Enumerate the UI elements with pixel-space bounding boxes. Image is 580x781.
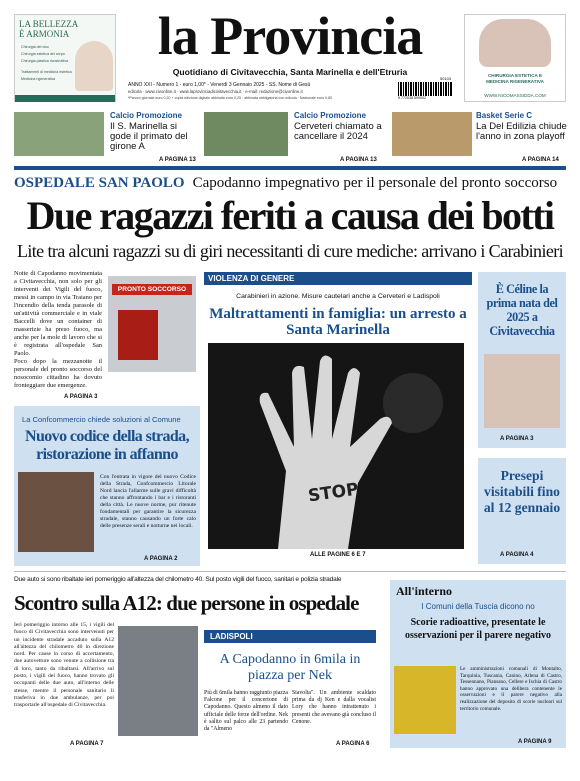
celine-photo <box>484 354 560 428</box>
masthead-info-line-1: ANNO XXI - Numero 1 - euro 1,00* - Venerdì 3 Gennaio 2025 - SS. Nome di Gesù <box>128 82 311 88</box>
teaser-1-photo <box>14 112 104 156</box>
lead-kicker: OSPEDALE SAN PAOLO <box>14 175 185 191</box>
interno-body <box>460 666 562 712</box>
interno-photo <box>394 666 456 734</box>
interno-body-text: Le amministrazioni comunali di Montalto, Tarquinia, Tuscania, Canino, Arlena di Castro, Tessennano, Piansano, Cellere e Ischia di Castro hanno approvato una delibera contenente le osservazioni e il parere negativo alla realizzazione del deposito di scorie nucleari sul territorio comunale. <box>460 666 562 712</box>
teaser-1-page: A PAGINA 13 <box>159 157 196 163</box>
violenza-kicker: Carabinieri in azione. Misure cautelari anche a Cerveteri e Ladispoli <box>236 293 440 300</box>
teaser-1-title[interactable]: Il S. Marinella si gode il primato del girone A <box>110 121 188 152</box>
ladispoli-title[interactable]: A Capodanno in 6mila in piazza per Nek <box>219 652 361 683</box>
masthead-title[interactable]: la Provincia <box>157 6 423 66</box>
lead-body-p2: Poco dopo la mezzanotte il personale del pronto soccorso del nosocomio cittadino ha dovuto fronteggiare due emergenze. <box>14 358 102 389</box>
teaser-2-tag: Calcio Promozione <box>294 111 367 120</box>
ad-left-item-1: Chirurgia estetica del corpo <box>21 52 65 56</box>
ad-left-item-2: Chirurgia plastica ricostruttiva <box>21 59 69 63</box>
ad-right-url[interactable]: WWW.NICOMASSIDDA.COM <box>484 93 546 98</box>
ad-left-line2: È ARMONIA <box>19 29 70 39</box>
violenza-label: VIOLENZA DI GENERE <box>204 272 472 285</box>
codice-kicker: La Confcommercio chiede soluzioni al Comune <box>22 415 181 424</box>
a12-rule <box>14 571 566 572</box>
pronto-soccorso-sign: PRONTO SOCCORSO <box>112 284 192 295</box>
teaser-2-photo <box>204 112 288 156</box>
masthead-subtitle: Quotidiano di Civitavecchia, Santa Marinella e dell'Etruria <box>172 67 408 77</box>
lead-kicker-row <box>14 174 566 192</box>
celine-page: A PAGINA 3 <box>500 436 534 442</box>
teaser-strip <box>14 108 566 162</box>
violenza-page: ALLE PAGINE 6 E 7 <box>310 552 366 558</box>
hand-image <box>208 343 464 549</box>
violenza-photo <box>208 343 464 549</box>
ladispoli-page: A PAGINA 6 <box>336 741 370 747</box>
teaser-3-title[interactable]: La Del Edilizia chiude l'anno in zona playoff <box>476 121 567 142</box>
teaser-2-title[interactable]: Cerveteri chiamato a cancellare il 2024 <box>294 121 382 142</box>
masthead-info-line-3: *Prezzo giornale euro 0,20 + copia edizione digitale abbinata euro 0,25 · abbinata obbligatoria con edicola · Nazionale euro 0,80 <box>128 96 333 100</box>
teaser-3-tag: Basket Serie C <box>476 111 533 120</box>
a12-title[interactable]: Scontro sulla A12: due persone in ospedale <box>14 591 359 615</box>
ad-left-footer-bar <box>15 95 115 102</box>
ad-right[interactable] <box>464 14 566 102</box>
teaser-2-page: A PAGINA 13 <box>340 157 377 163</box>
hospital-door <box>118 310 158 360</box>
presepi-page: A PAGINA 4 <box>500 552 534 558</box>
lead-kicker-rest: Capodanno impegnativo per il personale del pronto soccorso <box>192 175 558 191</box>
teaser-3-page: A PAGINA 14 <box>522 157 559 163</box>
a12-page: A PAGINA 7 <box>70 741 104 747</box>
ad-left-item-0: Chirurgia del viso <box>21 45 49 49</box>
ad-left-item-3: Trattamenti di medicina estetica <box>21 70 72 74</box>
hand-stop-text: STOP <box>306 479 360 507</box>
ad-left-item-4: Medicina rigenerativa <box>21 77 56 81</box>
lead-body <box>14 270 102 390</box>
ladispoli-body-2: Stavolta". Un ambiente scaldato prima da dj Ken e dalla vocalist Lory che hanno intrattenuto i presenti che avevano già concluso il Cenone. <box>292 690 376 725</box>
celine-title[interactable]: È Céline la prima nata del 2025 a Civitavecchia <box>486 282 558 338</box>
lead-page: A PAGINA 3 <box>64 394 98 400</box>
a12-body-text: Ieri pomeriggio intorno alle 15, i vigili del fuoco di Civitavecchia sono intervenuti per un incidente stradale accaduto sulla A12 all'altezza del chilometro 40 in direzione nord. Per cause in corso di accertamento, due autovetture sono venute a collisione tra di loro, tanto da ribaltarsi. All'arrivo sul posto, i vigili del fuoco, hanno trovato gli occupanti delle due auto, all'interno delle stesse, mentre il personale sanitario li trasferiva in due ambulanze, per poi trasportarle all'ospedale di Civitavecchia. <box>14 622 114 709</box>
codice-photo <box>18 472 94 552</box>
lead-photo <box>108 276 196 372</box>
interno-kicker: I Comuni della Tuscia dicono no <box>421 602 535 611</box>
ladispoli-body-1: Più di 6mila hanno raggiunto piazza Falcone per il concertone di Capodanno. Questo almeno il dato ufficiale delle forze dell'ordine. Nek è salito sul palco alle 23 partendo da "Almeno <box>204 690 288 733</box>
issue-number: 50103 <box>440 76 452 81</box>
lead-headline[interactable]: Due ragazzi feriti a causa dei botti <box>26 193 554 238</box>
ad-right-line2: MEDICINA RIGENERATIVA <box>486 79 544 84</box>
ad-left-line1: LA BELLEZZA <box>19 19 79 29</box>
teaser-3-photo <box>392 112 472 156</box>
lead-top-rule <box>14 166 566 170</box>
interno-title[interactable]: Scorie radioattive, presentate le osservazioni per il parere negativo <box>404 617 552 641</box>
presepi-title[interactable]: Presepi visitabili fino al 12 gennaio <box>483 468 561 515</box>
codice-page: A PAGINA 2 <box>144 556 178 562</box>
teaser-1-tag: Calcio Promozione <box>110 111 183 120</box>
ad-left-face-image <box>75 41 113 91</box>
a12-kicker: Due auto si sono ribaltate ieri pomeriggio all'altezza del chilometro 40. Sul posto vigili del fuoco, sanitari e polizia stradale <box>14 576 342 583</box>
ladispoli-body-col-1 <box>204 690 288 733</box>
codice-title[interactable]: Nuovo codice della strada, ristorazione in affanno <box>25 428 189 463</box>
lead-subheadline: Lite tra alcuni ragazzi su di giri necessitanti di cure mediche: arrivano i Carabinieri <box>16 241 564 261</box>
interno-label: All'interno <box>396 584 452 598</box>
ladispoli-body-col-2 <box>292 690 376 726</box>
a12-photo <box>118 626 198 736</box>
ad-right-photo <box>479 19 551 67</box>
a12-body <box>14 622 114 710</box>
codice-body-text: Con l'entrata in vigore del nuovo Codice della Strada, Confcommercio Litorale Nord lancia l'allarme sulle gravi difficoltà che stanno affrontando i bar e i ristoranti della città. Le nuove norme, pur ritenute fondamentali per garantire la sicurezza stradale, stanno causando un forte calo delle presenze serali e notturne nei locali. <box>100 474 196 529</box>
violenza-title[interactable]: Maltrattamenti in famiglia: un arresto a Santa Marinella <box>209 306 467 338</box>
barcode <box>398 82 452 96</box>
interno-page: A PAGINA 9 <box>518 739 552 745</box>
ladispoli-label: LADISPOLI <box>204 630 376 643</box>
codice-body <box>100 474 196 530</box>
lead-body-p1: Notte di Capodanno movimentata a Civitavecchia, non solo per gli interventi dei Vigili del fuoco, messi in campo in via Traiano per l'incendio della tenda parasole di un'attività commerciale e in viale Baccelli dove un container di masserizie ha preso fuoco, ma anche per la mole di lavoro che si è registrata all'ospedale San Paolo. <box>14 270 102 357</box>
ad-left[interactable] <box>14 14 116 102</box>
masthead-info-line-2: edicola · www.civonline.it · www.laprovinciadicivitavecchia.it · e-mail: redazione@civonline.it <box>128 89 303 94</box>
ad-right-line1: CHIRURGIA ESTETICA E <box>487 73 543 78</box>
barcode-number: 9 772038 599002 <box>398 96 426 100</box>
